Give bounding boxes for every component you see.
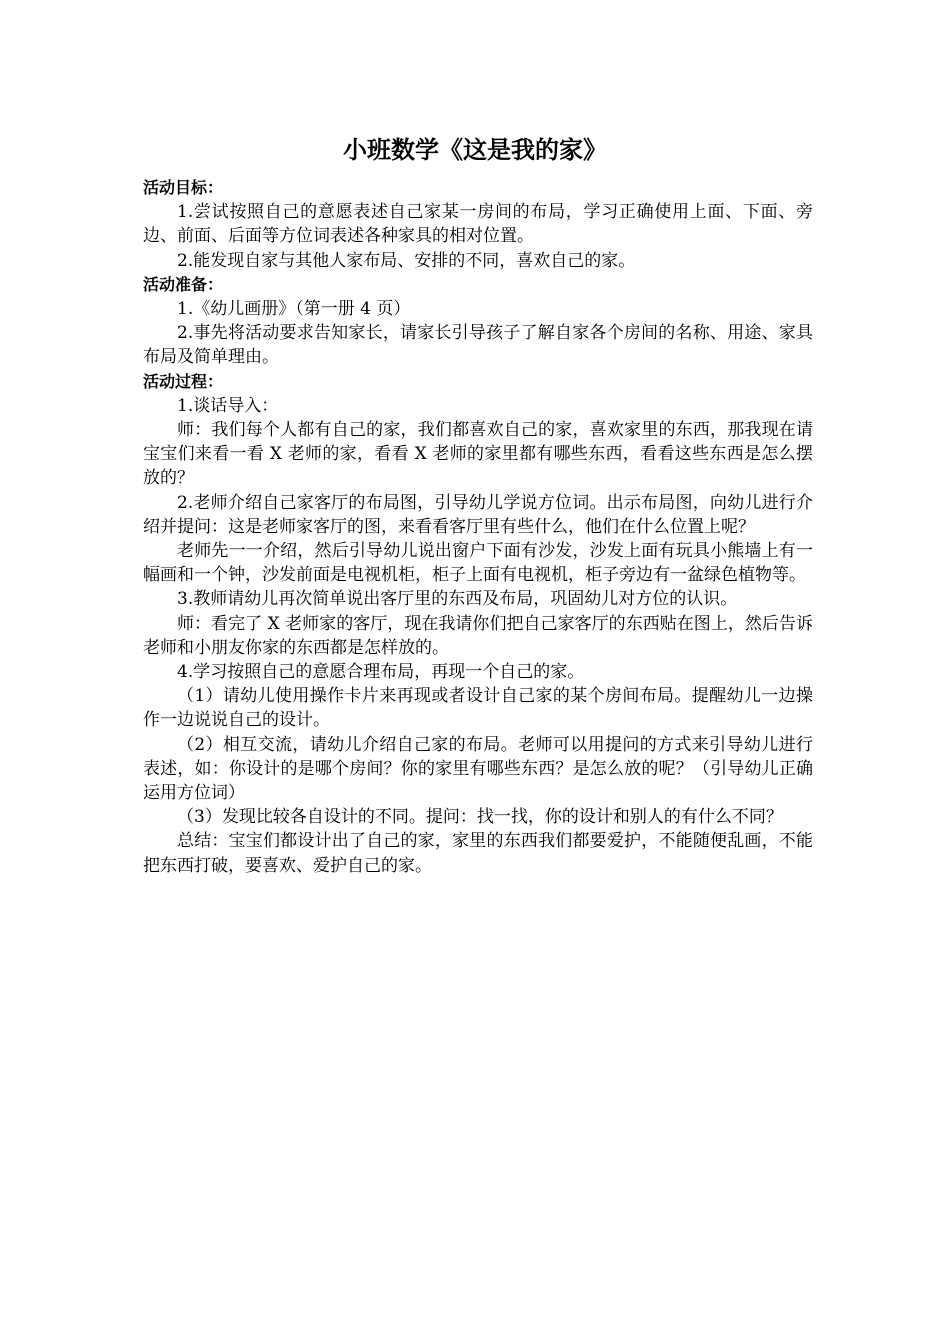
paragraph: （1）请幼儿使用操作卡片来再现或者设计自己家的某个房间布局。提醒幼儿一边操作一边说说自己的设计。 bbox=[143, 686, 813, 731]
paragraph: （2）相互交流，请幼儿介绍自己家的布局。老师可以用提问的方式来引导幼儿进行表述，如：你设计的是哪个房间？你的家里有哪些东西？是怎么放的呢？（引导幼儿正确运用方位词） bbox=[143, 734, 813, 804]
paragraph: 2.事先将活动要求告知家长，请家长引导孩子了解自家各个房间的名称、用途、家具布局及简单理由。 bbox=[143, 323, 813, 368]
section-heading: 活动目标： bbox=[143, 178, 224, 197]
section-goals bbox=[143, 176, 813, 273]
paragraph: 总结：宝宝们都设计出了自己的家，家里的东西我们都要爱护，不能随便乱画，不能把东西打破，要喜欢、爱护自己的家。 bbox=[143, 831, 813, 876]
paragraph: 师：看完了 X 老师家的客厅，现在我请你们把自己家客厅的东西贴在图上，然后告诉老师和小朋友你家的东西都是怎样放的。 bbox=[143, 613, 813, 658]
paragraph: 2.老师介绍自己家客厅的布局图，引导幼儿学说方位词。出示布局图，向幼儿进行介绍并提问：这是老师家客厅的图，来看看客厅里有些什么，他们在什么位置上呢？ bbox=[143, 492, 813, 537]
paragraph: 4.学习按照自己的意愿合理布局，再现一个自己的家。 bbox=[177, 662, 585, 683]
paragraph: 2.能发现自家与其他人家布局、安排的不同，喜欢自己的家。 bbox=[177, 250, 636, 271]
section-heading: 活动准备： bbox=[143, 274, 224, 294]
paragraph: 1.尝试按照自己的意愿表述自己家某一房间的布局，学习正确使用上面、下面、旁边、前面、后面等方位词表述各种家具的相对位置。 bbox=[143, 202, 813, 247]
section-preparation bbox=[143, 273, 813, 370]
page-title: 小班数学《这是我的家》 bbox=[343, 136, 607, 164]
section-process bbox=[143, 370, 813, 878]
paragraph: 3.教师请幼儿再次简单说出客厅里的东西及布局，巩固幼儿对方位的认识。 bbox=[177, 589, 738, 610]
paragraph: 1.《幼儿画册》（第一册 4 页） bbox=[177, 299, 411, 320]
document-body bbox=[143, 176, 813, 878]
paragraph: 师：我们每个人都有自己的家，我们都喜欢自己的家，喜欢家里的东西，那我现在请宝宝们来看一看 X 老师的家，看看 X 老师的家里都有哪些东西，看看这些东西是怎么摆放的？ bbox=[143, 420, 813, 489]
paragraph: 老师先一一介绍，然后引导幼儿说出窗户下面有沙发，沙发上面有玩具小熊墙上有一幅画和一个钟，沙发前面是电视机柜，柜子上面有电视机，柜子旁边有一盆绿色植物等。 bbox=[143, 541, 813, 586]
paragraph: 1.谈话导入： bbox=[177, 395, 279, 416]
paragraph: （3）发现比较各自设计的不同。提问：找一找，你的设计和别人的有什么不同？ bbox=[177, 807, 783, 828]
section-heading: 活动过程： bbox=[143, 371, 224, 391]
